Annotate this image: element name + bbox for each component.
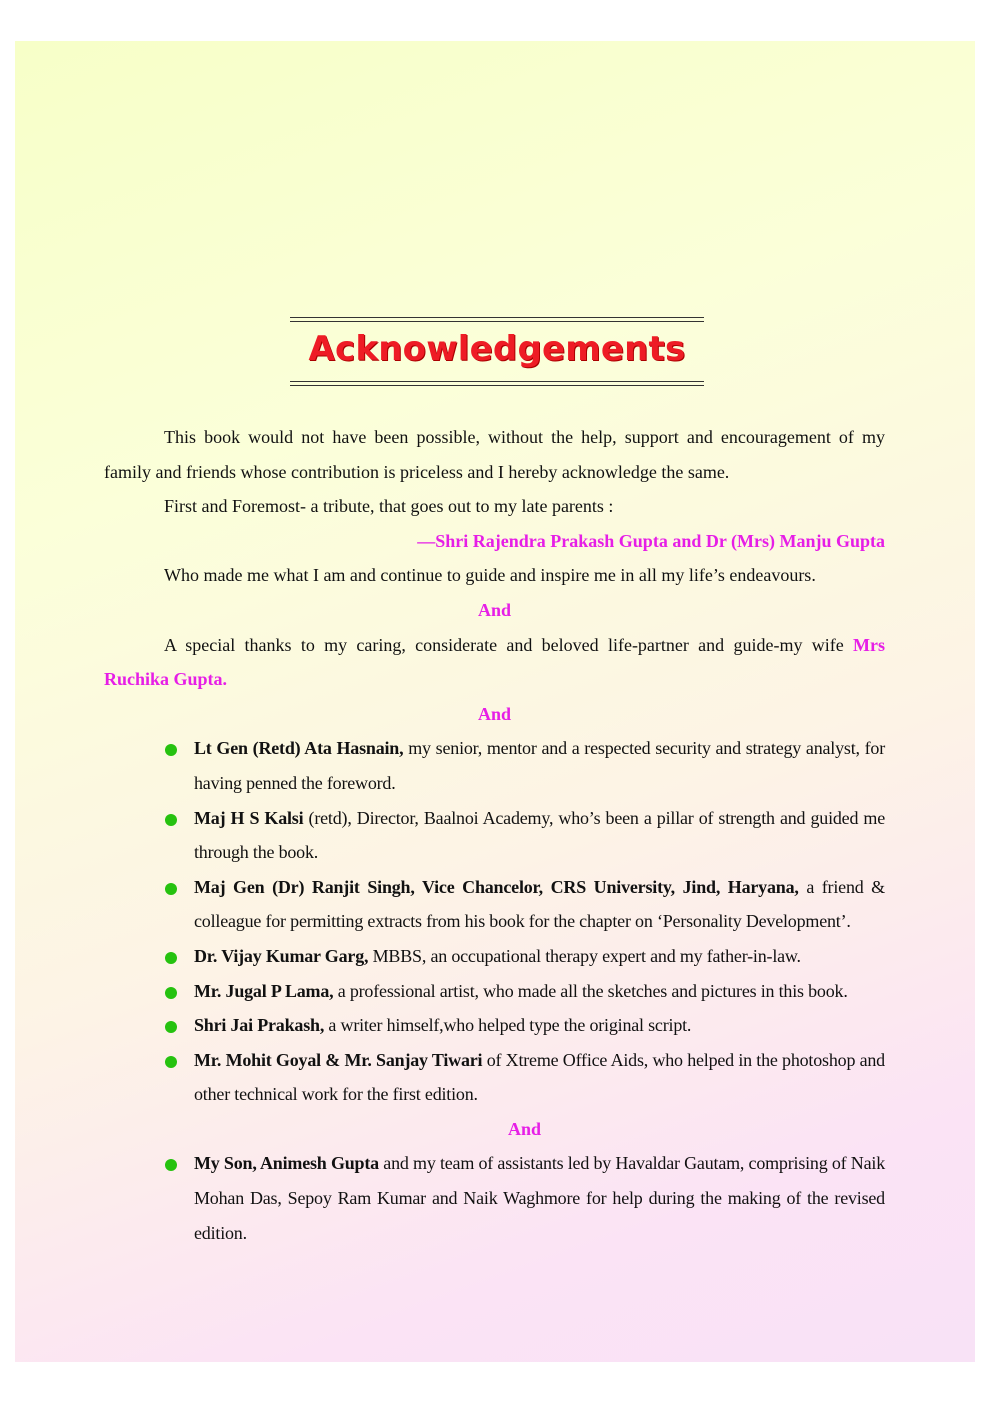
person-name: Dr. Vijay Kumar Garg,: [194, 945, 369, 966]
person-name: Mr. Mohit Goyal & Mr. Sanjay Tiwari: [194, 1049, 483, 1070]
bullet-icon: [165, 883, 177, 895]
list-item: [194, 1008, 885, 1043]
bullet-icon: [165, 814, 177, 826]
list-item: [194, 939, 885, 974]
person-text: of Xtreme Office Aids, who helped in the photoshop and other technical work for the first edition.: [194, 1049, 885, 1105]
person-name: Shri Jai Prakash,: [194, 1015, 325, 1036]
bullet-icon: [165, 1056, 177, 1068]
tribute-line: First and Foremost- a tribute, that goes out to my late parents :: [164, 496, 614, 517]
and-separator-2: And: [477, 703, 512, 724]
person-text: MBBS, an occupational therapy expert and my father-in-law.: [368, 945, 801, 966]
acknowledgement-list-final: [104, 1146, 885, 1250]
bullet-icon: [165, 987, 177, 999]
person-name: Maj Gen (Dr) Ranjit Singh, Vice Chancelor, CRS University, Jind, Haryana,: [194, 876, 799, 897]
title-block: [290, 317, 704, 387]
person-name: My Son, Animesh Gupta: [194, 1153, 379, 1174]
parents-names: —Shri Rajendra Prakash Gupta and Dr (Mrs) Manju Gupta: [417, 530, 885, 551]
list-item: [194, 801, 885, 870]
bullet-icon: [165, 1021, 177, 1033]
person-name: Maj H S Kalsi: [194, 807, 304, 828]
page-title: Acknowledgements: [308, 329, 686, 369]
person-text: a writer himself,who helped type the original script.: [324, 1015, 692, 1036]
list-item: [194, 1043, 885, 1112]
person-text: (retd), Director, Baalnoi Academy, who’s been a pillar of strength and guided me through the book.: [194, 807, 886, 863]
and-separator-3: And: [507, 1118, 542, 1139]
title-rule-top: [290, 317, 704, 318]
person-name: Mr. Jugal P Lama,: [194, 980, 334, 1001]
acknowledgement-list: [104, 731, 885, 1112]
body-text: [104, 420, 885, 1250]
bullet-icon: [165, 952, 177, 964]
and-separator-1: And: [477, 599, 512, 620]
person-name: Lt Gen (Retd) Ata Hasnain,: [194, 738, 404, 759]
person-text: and my team of assistants led by Havaldar Gautam, comprising of Naik Mohan Das, Sepoy Ram Kumar and Naik Waghmore for help during the making of the revised edition.: [194, 1153, 885, 1243]
intro-paragraph: This book would not have been possible, without the help, support and encouragement of my family and friends whose contribution is priceless and I hereby acknowledge the same.: [104, 427, 885, 482]
list-item: [194, 870, 885, 939]
list-item: [194, 731, 885, 800]
wife-text: A special thanks to my caring, considerate and beloved life-partner and guide-my wife: [164, 634, 854, 655]
wife-name: Mrs Ruchika Gupta.: [104, 634, 885, 690]
bullet-icon: [165, 744, 177, 756]
list-item: [194, 974, 885, 1009]
title-rule-bottom: [290, 381, 704, 382]
title-rule-top-2: [290, 321, 704, 322]
person-text: my senior, mentor and a respected security and strategy analyst, for having penned the foreword.: [194, 738, 886, 793]
bullet-icon: [165, 1159, 177, 1171]
title-rule-bottom-2: [290, 385, 704, 386]
person-text: a friend & colleague for permitting extracts from his book for the chapter on ‘Personality Development’.: [194, 876, 885, 932]
person-text: a professional artist, who made all the sketches and pictures in this book.: [333, 980, 848, 1001]
wife-paragraph: [104, 628, 885, 697]
parents-line: Who made me what I am and continue to guide and inspire me in all my life’s endeavours.: [164, 565, 816, 586]
list-item: [194, 1146, 885, 1250]
